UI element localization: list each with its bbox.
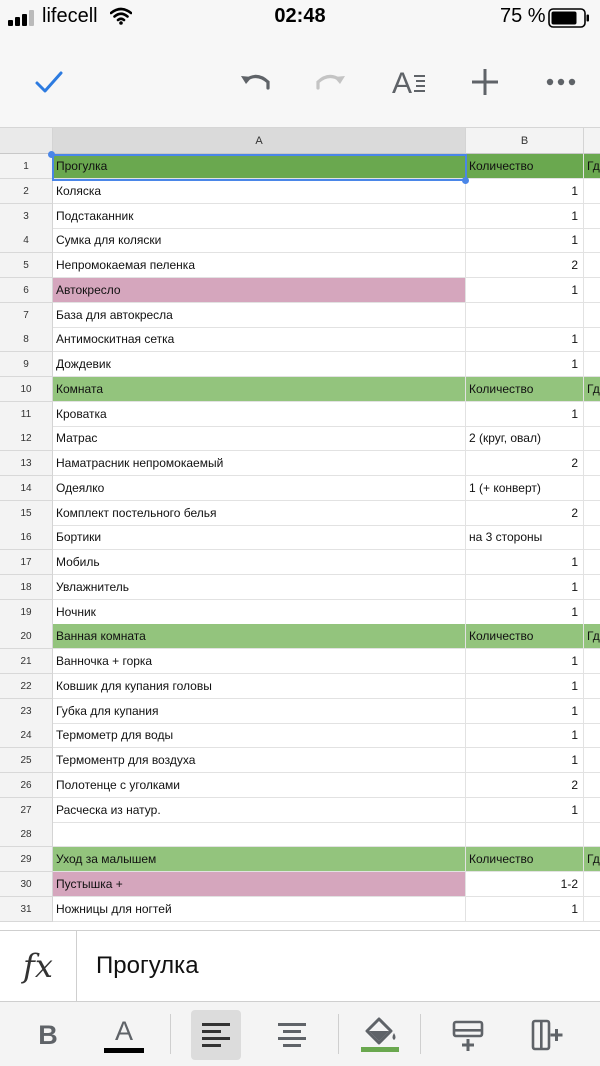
- done-button[interactable]: [24, 36, 74, 128]
- carrier-name: lifecell: [42, 5, 98, 27]
- status-bar: [0, 0, 600, 36]
- cell-b[interactable]: 2: [466, 773, 584, 798]
- fx-icon: fx: [0, 931, 77, 1001]
- top-toolbar: [0, 36, 600, 128]
- cell-c[interactable]: [584, 501, 600, 526]
- row-number[interactable]: 16: [0, 525, 53, 550]
- selection-handle-bottom[interactable]: [462, 177, 469, 184]
- table-row: [0, 525, 600, 550]
- table-row: [0, 575, 600, 600]
- row-number[interactable]: 22: [0, 674, 53, 699]
- table-row: [0, 748, 600, 773]
- row-number[interactable]: 19: [0, 600, 53, 625]
- cell-a[interactable]: Уход за малышем: [53, 847, 466, 872]
- cell-c[interactable]: [584, 822, 600, 847]
- row-number[interactable]: 15: [0, 501, 53, 526]
- fill-color-icon: [360, 1016, 400, 1054]
- cell-b[interactable]: 2 (круг, овал): [466, 426, 584, 451]
- row-number[interactable]: 25: [0, 748, 53, 773]
- cell-c[interactable]: [584, 798, 600, 823]
- cell-c[interactable]: [584, 550, 600, 575]
- cell-c[interactable]: [584, 204, 600, 229]
- bold-icon: B: [38, 1019, 58, 1050]
- table-row: [0, 699, 600, 724]
- cell-c[interactable]: [584, 253, 600, 278]
- row-number[interactable]: 23: [0, 699, 53, 724]
- cell-a[interactable]: Ковшик для купания головы: [53, 674, 466, 699]
- table-row: [0, 501, 600, 526]
- cell-a[interactable]: Термометр для воды: [53, 723, 466, 748]
- table-row: [0, 253, 600, 278]
- row-number[interactable]: 12: [0, 426, 53, 451]
- row-number[interactable]: 27: [0, 798, 53, 823]
- cell-c[interactable]: [584, 451, 600, 476]
- cell-b[interactable]: 1: [466, 575, 584, 600]
- table-row: [0, 649, 600, 674]
- cell-c[interactable]: [584, 525, 600, 550]
- cell-c[interactable]: [584, 179, 600, 204]
- cell-b[interactable]: 2: [466, 501, 584, 526]
- cell-a[interactable]: Мобиль: [53, 550, 466, 575]
- table-row: [0, 897, 600, 922]
- cell-a[interactable]: [53, 822, 466, 847]
- row-number[interactable]: 30: [0, 872, 53, 897]
- toolbar-separator: [420, 1014, 421, 1054]
- formula-input[interactable]: Прогулка: [96, 952, 199, 979]
- cell-b[interactable]: 1: [466, 723, 584, 748]
- align-center-button[interactable]: [267, 1010, 317, 1060]
- formula-bar: [0, 930, 600, 1002]
- cell-b[interactable]: Количество: [466, 154, 584, 179]
- cell-c[interactable]: [584, 897, 600, 922]
- row-number[interactable]: 13: [0, 451, 53, 476]
- cell-a[interactable]: Кроватка: [53, 402, 466, 427]
- row-number[interactable]: 9: [0, 352, 53, 377]
- cell-b[interactable]: 2: [466, 451, 584, 476]
- insert-column-button[interactable]: [522, 1010, 572, 1060]
- cell-a[interactable]: Непромокаемая пеленка: [53, 253, 466, 278]
- cell-b[interactable]: 2: [466, 253, 584, 278]
- table-row: [0, 723, 600, 748]
- table-row: [0, 278, 600, 303]
- cell-b[interactable]: 1: [466, 600, 584, 625]
- row-number[interactable]: 7: [0, 303, 53, 328]
- cell-c[interactable]: [584, 649, 600, 674]
- cell-a[interactable]: Автокресло: [53, 278, 466, 303]
- cell-c[interactable]: [584, 476, 600, 501]
- cell-a[interactable]: Ночник: [53, 600, 466, 625]
- column-header-b[interactable]: B: [466, 128, 584, 154]
- cell-a[interactable]: Термоментр для воздуха: [53, 748, 466, 773]
- cell-c[interactable]: [584, 748, 600, 773]
- cell-a[interactable]: Одеялко: [53, 476, 466, 501]
- cell-b[interactable]: Количество: [466, 847, 584, 872]
- cell-b[interactable]: 1: [466, 278, 584, 303]
- table-row: [0, 872, 600, 897]
- row-number[interactable]: 18: [0, 575, 53, 600]
- cell-b[interactable]: 1: [466, 179, 584, 204]
- cell-c[interactable]: [584, 600, 600, 625]
- cell-c[interactable]: [584, 872, 600, 897]
- cell-a[interactable]: Сумка для коляски: [53, 228, 466, 253]
- table-row: [0, 402, 600, 427]
- text-format-button[interactable]: [384, 36, 434, 128]
- fill-color-swatch: [361, 1047, 399, 1052]
- cell-a[interactable]: Комплект постельного белья: [53, 501, 466, 526]
- cell-a[interactable]: Ванная комната: [53, 624, 466, 649]
- cell-c[interactable]: Гд: [584, 847, 600, 872]
- add-icon: [470, 67, 500, 97]
- table-row: [0, 352, 600, 377]
- table-row: [0, 303, 600, 328]
- row-number[interactable]: 2: [0, 179, 53, 204]
- cell-a[interactable]: Матрас: [53, 426, 466, 451]
- table-row: [0, 822, 600, 847]
- cell-c[interactable]: [584, 723, 600, 748]
- more-options-button[interactable]: [536, 36, 586, 128]
- row-number[interactable]: 28: [0, 822, 53, 847]
- row-number[interactable]: 14: [0, 476, 53, 501]
- row-number[interactable]: 21: [0, 649, 53, 674]
- row-number[interactable]: 20: [0, 624, 53, 649]
- cell-b[interactable]: 1: [466, 228, 584, 253]
- table-row: [0, 773, 600, 798]
- insert-row-icon: [451, 1018, 485, 1052]
- cell-c[interactable]: [584, 699, 600, 724]
- align-left-button[interactable]: [191, 1010, 241, 1060]
- row-number[interactable]: 3: [0, 204, 53, 229]
- cell-b[interactable]: [466, 303, 584, 328]
- cell-a[interactable]: База для автокресла: [53, 303, 466, 328]
- cell-a[interactable]: Пустышка +: [53, 872, 466, 897]
- cell-c[interactable]: [584, 352, 600, 377]
- table-row: [0, 204, 600, 229]
- row-number[interactable]: 24: [0, 723, 53, 748]
- row-number[interactable]: 1: [0, 154, 53, 179]
- table-row: [0, 624, 600, 649]
- cell-b[interactable]: 1: [466, 352, 584, 377]
- cell-b[interactable]: 1: [466, 204, 584, 229]
- toolbar-separator: [338, 1014, 339, 1054]
- cell-a[interactable]: Подстаканник: [53, 204, 466, 229]
- cell-c[interactable]: [584, 402, 600, 427]
- checkmark-icon: [34, 70, 64, 94]
- cell-a[interactable]: Ванночка + горка: [53, 649, 466, 674]
- cell-a[interactable]: Дождевик: [53, 352, 466, 377]
- table-row: [0, 798, 600, 823]
- redo-button[interactable]: [306, 36, 356, 128]
- battery-icon: [548, 8, 590, 28]
- bold-button[interactable]: [23, 1010, 73, 1060]
- table-row: [0, 674, 600, 699]
- format-toolbar: [0, 1002, 600, 1066]
- row-number[interactable]: 11: [0, 402, 53, 427]
- selection-handle-top[interactable]: [48, 151, 55, 158]
- cell-b[interactable]: Количество: [466, 377, 584, 402]
- cell-b[interactable]: 1: [466, 550, 584, 575]
- table-row: [0, 154, 600, 179]
- table-row: [0, 451, 600, 476]
- align-center-icon: [277, 1021, 307, 1049]
- align-left-icon: [201, 1021, 231, 1049]
- redo-icon: [313, 70, 349, 94]
- row-number[interactable]: 5: [0, 253, 53, 278]
- cell-c[interactable]: [584, 303, 600, 328]
- cell-c[interactable]: [584, 327, 600, 352]
- cell-c[interactable]: [584, 674, 600, 699]
- cell-b[interactable]: 1: [466, 402, 584, 427]
- row-number[interactable]: 29: [0, 847, 53, 872]
- cell-a[interactable]: Увлажнитель: [53, 575, 466, 600]
- text-color-button[interactable]: [99, 1010, 149, 1060]
- column-header-c[interactable]: [584, 128, 600, 154]
- cell-a[interactable]: Расческа из натур.: [53, 798, 466, 823]
- svg-text:A: A: [392, 67, 413, 97]
- fill-color-button[interactable]: [355, 1010, 405, 1060]
- insert-row-button[interactable]: [443, 1010, 493, 1060]
- table-row: [0, 847, 600, 872]
- cell-a[interactable]: Наматрасник непромокаемый: [53, 451, 466, 476]
- cell-b[interactable]: 1: [466, 798, 584, 823]
- row-number[interactable]: 10: [0, 377, 53, 402]
- table-row: [0, 327, 600, 352]
- undo-button[interactable]: [230, 36, 280, 128]
- cell-c[interactable]: [584, 773, 600, 798]
- row-number[interactable]: 17: [0, 550, 53, 575]
- cell-b[interactable]: на 3 стороны: [466, 525, 584, 550]
- cell-a[interactable]: Антимоскитная сетка: [53, 327, 466, 352]
- cell-b[interactable]: 1: [466, 649, 584, 674]
- cell-a[interactable]: Бортики: [53, 525, 466, 550]
- battery-percentage: 75 %: [500, 5, 546, 27]
- cell-a[interactable]: Комната: [53, 377, 466, 402]
- cell-a[interactable]: Прогулка: [53, 154, 466, 179]
- cell-b[interactable]: [466, 822, 584, 847]
- cell-b[interactable]: 1: [466, 897, 584, 922]
- cell-a[interactable]: Полотенце с уголками: [53, 773, 466, 798]
- cell-b[interactable]: 1: [466, 699, 584, 724]
- insert-column-icon: [530, 1018, 564, 1052]
- table-row: [0, 179, 600, 204]
- table-row: [0, 228, 600, 253]
- cell-a[interactable]: Коляска: [53, 179, 466, 204]
- row-number[interactable]: 31: [0, 897, 53, 922]
- cell-a[interactable]: Ножницы для ногтей: [53, 897, 466, 922]
- insert-button[interactable]: [460, 36, 510, 128]
- cell-c[interactable]: Гд: [584, 624, 600, 649]
- row-number[interactable]: 6: [0, 278, 53, 303]
- cell-c[interactable]: Гд: [584, 154, 600, 179]
- select-all-corner[interactable]: [0, 128, 53, 154]
- table-row: [0, 600, 600, 625]
- spreadsheet-grid[interactable]: [0, 128, 600, 930]
- cell-b[interactable]: Количество: [466, 624, 584, 649]
- cell-b[interactable]: 1: [466, 748, 584, 773]
- cell-c[interactable]: [584, 278, 600, 303]
- cell-b[interactable]: 1: [466, 674, 584, 699]
- row-number[interactable]: 26: [0, 773, 53, 798]
- text-color-icon: A: [104, 1018, 144, 1053]
- toolbar-separator: [170, 1014, 171, 1054]
- table-row: [0, 476, 600, 501]
- row-number[interactable]: 4: [0, 228, 53, 253]
- table-row: [0, 377, 600, 402]
- cell-a[interactable]: Губка для купания: [53, 699, 466, 724]
- text-format-icon: [391, 67, 427, 97]
- cell-c[interactable]: [584, 426, 600, 451]
- undo-icon: [237, 70, 273, 94]
- table-row: [0, 550, 600, 575]
- cell-b[interactable]: 1-2: [466, 872, 584, 897]
- more-icon: [546, 77, 576, 87]
- cell-c[interactable]: [584, 575, 600, 600]
- clock: 02:48: [274, 5, 326, 27]
- cell-b[interactable]: 1 (+ конверт): [466, 476, 584, 501]
- cell-c[interactable]: [584, 228, 600, 253]
- row-number[interactable]: 8: [0, 327, 53, 352]
- column-header-a[interactable]: A: [53, 128, 466, 154]
- table-row: [0, 426, 600, 451]
- cell-c[interactable]: Гд: [584, 377, 600, 402]
- cell-b[interactable]: 1: [466, 327, 584, 352]
